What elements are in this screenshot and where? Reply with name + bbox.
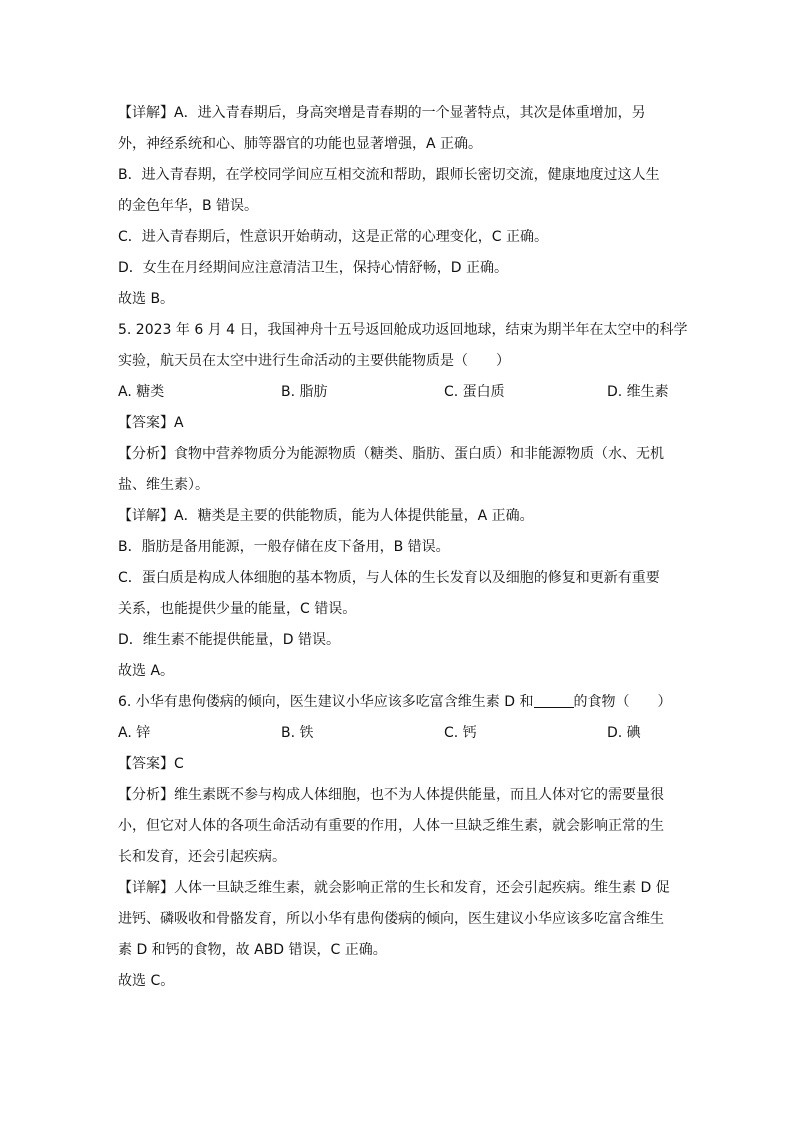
q4-detail-line-6: D．女生在月经期间应注意清洁卫生，保持心情舒畅，D 正确。: [118, 260, 509, 276]
q5-option-b: B. 脂肪: [281, 384, 328, 400]
document-page: [118, 98, 688, 997]
q4-detail-line-2: 外，神经系统和心、肺等器官的功能也显著增强，A 正确。: [118, 136, 483, 152]
q6-answer: 【答案】C: [118, 756, 184, 772]
q5-stem-line-1: 5. 2023 年 6 月 4 日，我国神舟十五号返回舱成功返回地球，结束为期半年在太空中的科学: [118, 322, 688, 338]
q6-analysis-line-3: 长和发育，还会引起疾病。: [118, 849, 286, 865]
q6-analysis-line-2: 小，但它对人体的各项生命活动有重要的作用，人体一旦缺乏维生素，就会影响正常的生: [118, 818, 664, 834]
q6-detail-line-3: 素 D 和钙的食物，故 ABD 错误，C 正确。: [118, 942, 387, 958]
q5-options: [118, 377, 678, 408]
q5-option-c: C. 蛋白质: [444, 384, 505, 400]
q6-options: [118, 718, 678, 749]
q5-analysis-line-2: 盐、维生素）。: [118, 477, 209, 493]
q6-detail-line-1: 【详解】人体一旦缺乏维生素，就会影响正常的生长和发育，还会引起疾病。维生素 D 促: [118, 880, 670, 896]
q6-stem: [118, 687, 678, 718]
q6-conclusion: 故选 C。: [118, 973, 175, 989]
q5-conclusion: 故选 A。: [118, 663, 175, 679]
q6-option-a: A. 锌: [118, 725, 151, 741]
q4-detail-line-5: C．进入青春期后，性意识开始萌动，这是正常的心理变化，C 正确。: [118, 229, 548, 245]
q5-analysis-line-1: 【分析】食物中营养物质分为能源物质（糖类、脂肪、蛋白质）和非能源物质（水、无机: [118, 446, 664, 462]
q5-stem-line-2: 实验，航天员在太空中进行生命活动的主要供能物质是（ ）: [118, 353, 510, 369]
q5-detail-line-5: D．维生素不能提供能量，D 错误。: [118, 632, 341, 648]
q5-detail-line-3: C．蛋白质是构成人体细胞的基本物质，与人体的生长发育以及细胞的修复和更新有重要: [118, 570, 660, 586]
q5-option-d: D. 维生素: [607, 384, 669, 400]
q4-conclusion: 故选 B。: [118, 291, 175, 307]
q4-detail-line-4: 的金色年华，B 错误。: [118, 198, 259, 214]
q6-option-d: D. 碘: [607, 725, 641, 741]
q5-detail-line-1: 【详解】A．糖类是主要的供能物质，能为人体提供能量，A 正确。: [118, 508, 534, 524]
q6-fill-blank: [534, 693, 574, 708]
q5-detail-line-2: B．脂肪是备用能源，一般存储在皮下备用，B 错误。: [118, 539, 450, 555]
q6-option-c: C. 钙: [444, 725, 477, 741]
q5-detail-line-4: 关系，也能提供少量的能量，C 错误。: [118, 601, 357, 617]
q6-detail-line-2: 进钙、磷吸收和骨骼发育，所以小华有患佝偻病的倾向，医生建议小华应该多吃富含维生: [118, 911, 664, 927]
q6-stem-before: 6. 小华有患佝偻病的倾向，医生建议小华应该多吃富含维生素 D 和: [118, 694, 534, 710]
q6-option-b: B. 铁: [281, 725, 314, 741]
q6-stem-after: 的食物（ ）: [573, 694, 672, 710]
q6-analysis-line-1: 【分析】维生素既不参与构成人体细胞，也不为人体提供能量，而且人体对它的需要量很: [118, 787, 664, 803]
q4-detail-line-1: 【详解】A．进入青春期后，身高突增是青春期的一个显著特点，其次是体重增加，另: [118, 105, 646, 121]
q5-option-a: A. 糖类: [118, 384, 165, 400]
q4-detail-line-3: B．进入青春期，在学校同学间应互相交流和帮助，跟师长密切交流，健康地度过这人生: [118, 167, 660, 183]
q5-answer: 【答案】A: [118, 415, 184, 431]
